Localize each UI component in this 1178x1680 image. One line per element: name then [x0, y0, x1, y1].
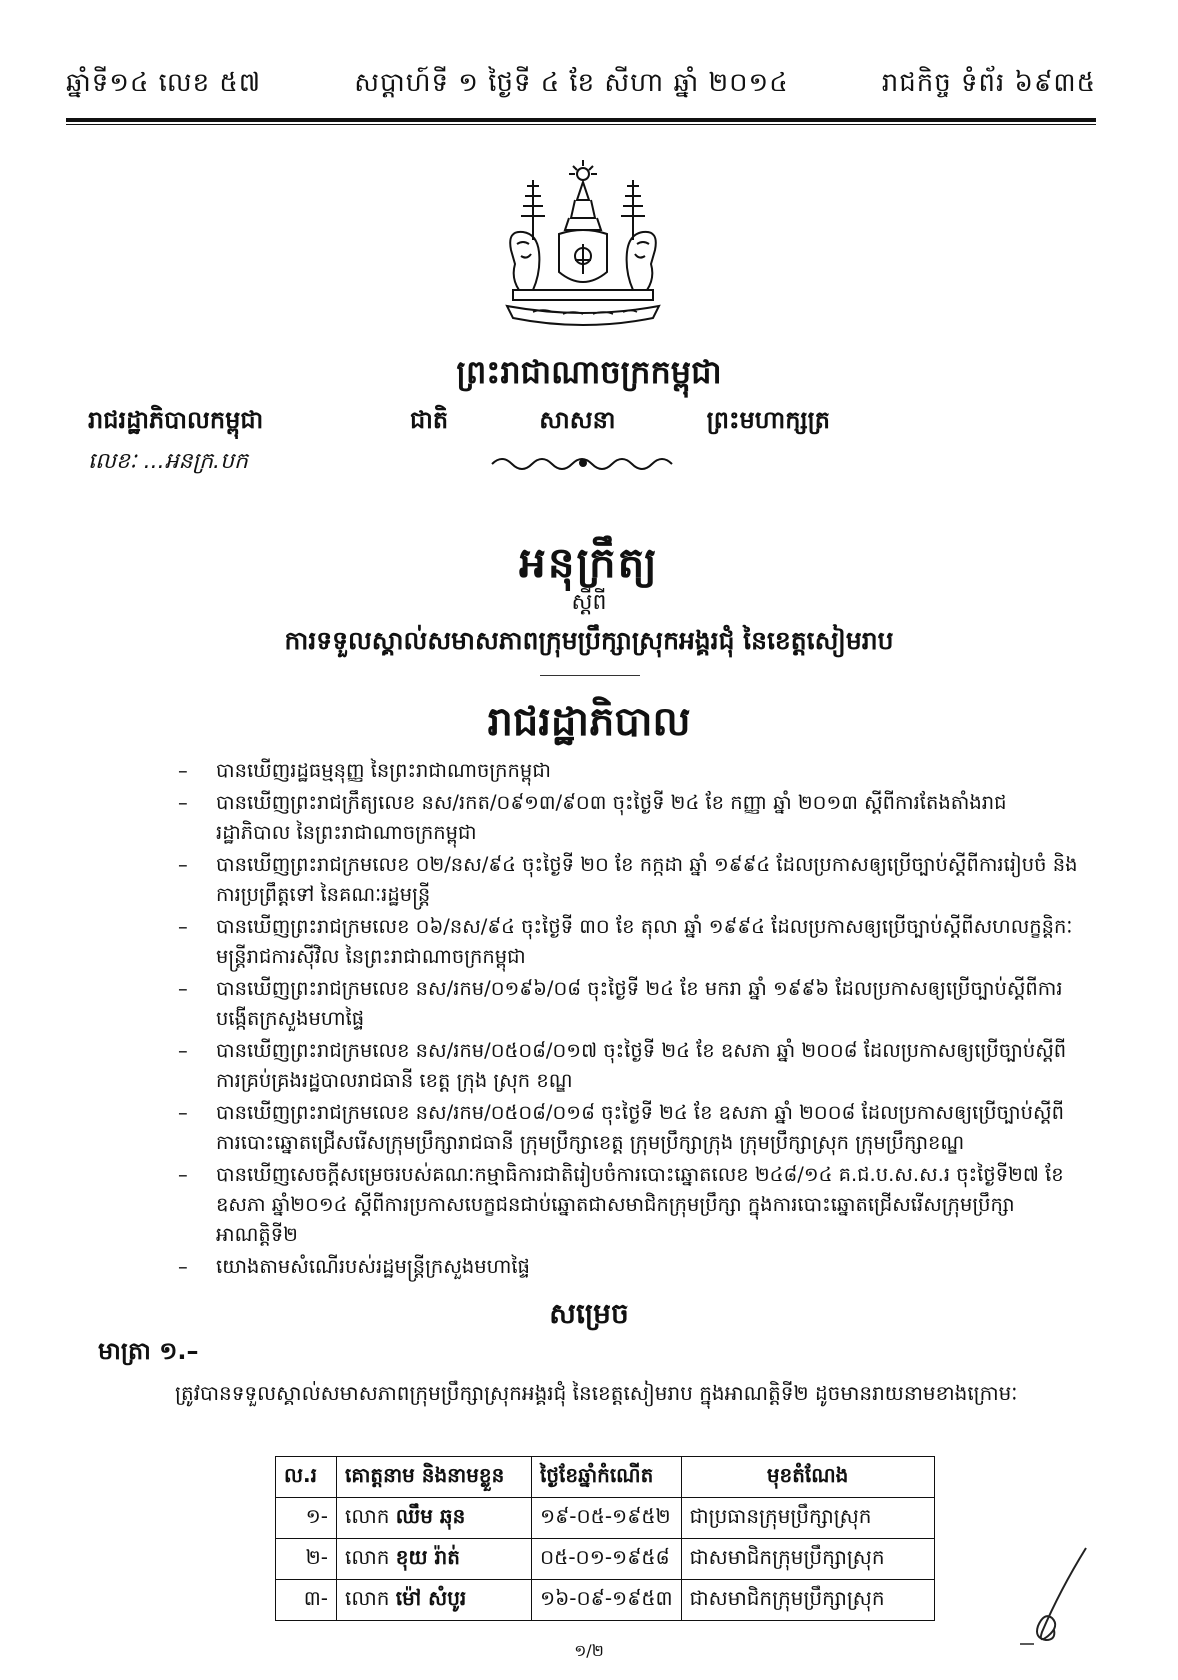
subject-divider — [540, 675, 640, 676]
row-role: ជាសមាជិកក្រុមប្រឹក្សាស្រុក — [681, 1539, 934, 1580]
preamble-item: – បានឃើញព្រះរាជក្រមលេខ នស/រកម/០១៩៦/០៨ ចុះថ្ងៃទី ២៤ ខែ មករា ឆ្នាំ ១៩៩៦ ដែលប្រកាសឲ្យប្រើច្បាប់ស្ដីពីការបង្កើតក្រសួងមហាផ្ទៃ — [178, 977, 1063, 1030]
article-heading: មាត្រា ១.– — [98, 1337, 199, 1365]
concerning-label: ស្ដីពី — [571, 590, 607, 615]
header-number: ល.រ — [276, 1457, 337, 1498]
document-type: អនុក្រឹត្យ — [519, 538, 659, 587]
header-rule-thin — [66, 124, 1096, 125]
header-role: មុខតំណែង — [681, 1457, 934, 1498]
row-name: លោក ឈឹម ឆុន — [337, 1498, 532, 1539]
page-number: ១/២ — [574, 1641, 604, 1660]
handwritten-initial-icon — [990, 1540, 1100, 1650]
decision-heading: សម្រេច — [549, 1297, 629, 1330]
gazette-year-issue: ឆ្នាំទី១៤ លេខ ៥៧ — [66, 68, 262, 98]
row-number: ២- — [276, 1539, 337, 1580]
kingdom-title: ព្រះរាជាណាចក្រកម្ពុជា — [456, 353, 722, 391]
row-role: ជាប្រធានក្រុមប្រឹក្សាស្រុក — [681, 1498, 934, 1539]
header-dob: ថ្ងៃខែឆ្នាំកំណើត — [532, 1457, 682, 1498]
row-name: លោក ម៉ៅ សំបូរ — [337, 1580, 532, 1621]
table-header-row — [276, 1457, 935, 1498]
preamble-item: – បានឃើញព្រះរាជក្រមលេខ ០២/នស/៩៤ ចុះថ្ងៃទី ២០ ខែ កក្កដា ឆ្នាំ ១៩៩៤ ដែលប្រកាសឲ្យប្រើច្បាប់ស្ដីពីការរៀបចំ និងការប្រព្រឹត្តទៅ នៃគណៈរដ្ឋមន្ត្រី — [178, 853, 1078, 906]
preamble-item: – បានឃើញព្រះរាជក្រមលេខ ០៦/នស/៩៤ ចុះថ្ងៃទី ៣០ ខែ តុលា ឆ្នាំ ១៩៩៤ ដែលប្រកាសឲ្យប្រើច្បាប់ស្ដីពីសហលក្ខន្តិកៈមន្ត្រីរាជការស៊ីវិល នៃព្រះរាជាណាចក្រកម្ពុជា — [178, 915, 1073, 968]
row-name: លោក ខុយ រ៉ាត់ — [337, 1539, 532, 1580]
row-number: ១- — [276, 1498, 337, 1539]
header-rule — [66, 118, 1096, 122]
motto-king: ព្រះមហាក្សត្រ — [706, 406, 830, 434]
row-dob: ០៥-០១-១៩៥៨ — [532, 1539, 682, 1580]
row-dob: ១៦-០៩-១៩៥៣ — [532, 1580, 682, 1621]
row-number: ៣- — [276, 1580, 337, 1621]
preamble-item: – បានឃើញព្រះរាជក្រមលេខ នស/រកម/០៥០៨/០១៨ ចុះថ្ងៃទី ២៤ ខែ ឧសភា ឆ្នាំ ២០០៨ ដែលប្រកាសឲ្យប្រើច្បាប់ស្ដីពីការបោះឆ្នោតជ្រើសរើសក្រុមប្រឹក្សារាជធានី ក្រុមប្រឹក្សាខេត្ត ក្រុមប្រឹក្សាក្រុង ក្រុមប្រឹក្សាស្រុក ក្រុមប្រឹក្សាខណ្ឌ — [178, 1101, 1064, 1154]
issuing-authority: រាជរដ្ឋាភិបាល — [487, 699, 691, 745]
members-table — [275, 1456, 935, 1621]
gazette-page-ref: រាជកិច្ច ទំព័រ ៦៩៣៥ — [881, 68, 1096, 98]
table-row — [276, 1498, 935, 1539]
header-name: គោត្តនាម និងនាមខ្លួន — [337, 1457, 532, 1498]
gazette-header — [66, 66, 1096, 104]
motto-religion: សាសនា — [539, 406, 616, 434]
article-body: ត្រូវបានទទួលស្គាល់សមាសភាពក្រុមប្រឹក្សាស្រុកអង្គរជុំ នៃខេត្តសៀមរាប ក្នុងអាណត្តិទី២ ដូចមានរាយនាមខាងក្រោមៈ — [175, 1381, 1018, 1405]
royal-coat-of-arms-icon — [493, 160, 673, 330]
document-number: លេខៈ ...អនក្រ.បក — [88, 449, 248, 474]
ornament-divider-icon — [488, 450, 678, 476]
table-row — [276, 1580, 935, 1621]
preamble-item: – បានឃើញព្រះរាជក្រមលេខ នស/រកម/០៥០៨/០១៧ ចុះថ្ងៃទី ២៤ ខែ ឧសភា ឆ្នាំ ២០០៨ ដែលប្រកាសឲ្យប្រើច្បាប់ស្ដីពីការគ្រប់គ្រងរដ្ឋបាលរាជធានី ខេត្ត ក្រុង ស្រុក ខណ្ឌ — [178, 1039, 1067, 1092]
government-name: រាជរដ្ឋាភិបាលកម្ពុជា — [88, 406, 264, 434]
preamble-item: – យោងតាមសំណើរបស់រដ្ឋមន្ត្រីក្រសួងមហាផ្ទៃ — [178, 1255, 530, 1278]
preamble-item: – បានឃើញព្រះរាជក្រឹត្យលេខ នស/រកត/០៩១៣/៩០៣ ចុះថ្ងៃទី ២៤ ខែ កញ្ញា ឆ្នាំ ២០១៣ ស្ដីពីការតែងតាំងរាជរដ្ឋាភិបាល នៃព្រះរាជាណាចក្រកម្ពុជា — [178, 791, 1007, 844]
preamble-list — [178, 756, 1078, 1284]
preamble-item: – បានឃើញរដ្ឋធម្មនុញ្ញ នៃព្រះរាជាណាចក្រកម្ពុជា — [178, 759, 551, 782]
table-row — [276, 1539, 935, 1580]
motto-nation: ជាតិ — [410, 406, 449, 434]
row-dob: ១៩-០៥-១៩៥២ — [532, 1498, 682, 1539]
document-subject: ការទទួលស្គាល់សមាសភាពក្រុមប្រឹក្សាស្រុកអង្គរជុំ នៃខេត្តសៀមរាប — [284, 626, 894, 655]
preamble-item: – បានឃើញសេចក្ដីសម្រេចរបស់គណៈកម្មាធិការជាតិរៀបចំការបោះឆ្នោតលេខ ២៤៨/១៤ គ.ជ.ប.ស.ស.រ ចុះថ្ងៃទី២៧ ខែឧសភា ឆ្នាំ២០១៤ ស្ដីពីការប្រកាសបេក្ខជនជាប់ឆ្នោតជាសមាជិកក្រុមប្រឹក្សា ក្នុងការបោះឆ្នោតជ្រើសរើសក្រុមប្រឹក្សា អាណត្តិទី២ — [178, 1163, 1064, 1246]
row-role: ជាសមាជិកក្រុមប្រឹក្សាស្រុក — [681, 1580, 934, 1621]
national-motto — [410, 405, 830, 440]
gazette-date: សប្ដាហ៍ទី ១ ថ្ងៃទី ៤ ខែ សីហា ឆ្នាំ ២០១៤ — [354, 68, 789, 98]
